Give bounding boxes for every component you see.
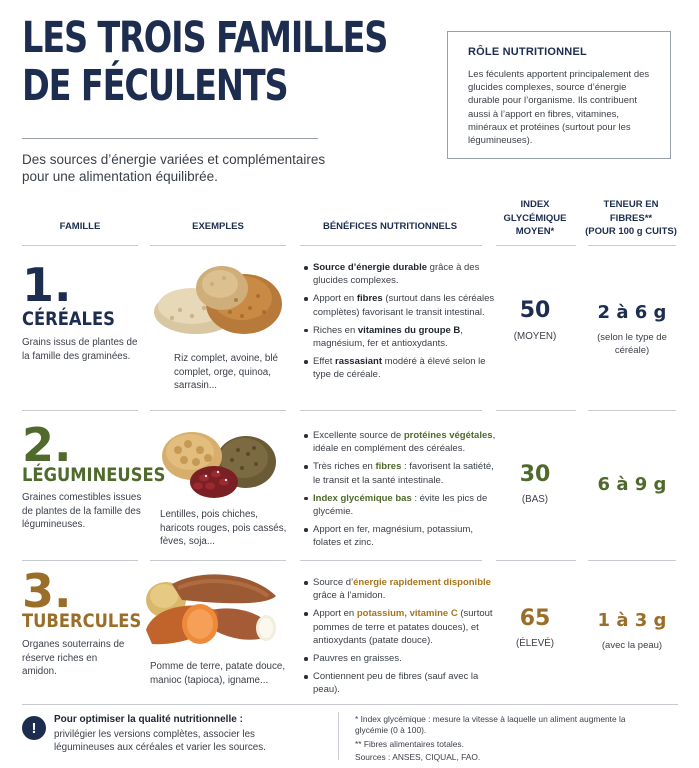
family-name: TUBERCULES [22,610,142,632]
benefit-item: Pauvres en graisses. [304,652,496,665]
family-examples: Riz complet, avoine, blé complet, orge, quinoa, sarrasin... [174,353,279,391]
header-rule [300,245,482,246]
header-rule [496,245,576,246]
row-divider [496,410,576,411]
header-fibres-l1: TENEUR EN [603,199,659,210]
fiber-note: (avec la peau) [601,640,663,651]
ig-label: (ÉLEVÉ) [515,638,555,649]
footer-separator [338,712,339,760]
row-divider [150,410,286,411]
header-exemples: EXEMPLES [192,221,244,232]
row-divider [22,560,138,561]
benefit-item: Excellente source de protéines végétales, idéale en complément des céréales. [304,429,496,455]
tip-text: privilégier les versions complètes, associer les légumineuses aux céréales et varier les sources. [54,729,266,753]
benefits-list [304,261,496,387]
header-rule [150,245,286,246]
fiber-value: 6 à 9 g [597,474,667,495]
benefits-list [304,576,496,702]
grains-pile-image [152,258,284,342]
header-index-l3: MOYEN* [515,226,555,237]
fiber-value: 1 à 3 g [597,610,667,631]
tubers-pile-image [142,566,284,652]
title-line-1: LES TROIS FAMILLES [22,13,388,63]
row-divider [588,410,676,411]
title-divider [22,138,318,139]
header-fibres-l2: FIBRES** [609,212,653,224]
benefit-item: Apport en fibres (surtout dans les céréales complètes) favorisant le transit intestinal. [304,292,496,318]
benefit-item: Index glycémique bas : évite les pics de glycémie. [304,492,496,518]
benefit-item: Source d’énergie rapidement disponible grâce à l’amidon. [304,576,496,602]
family-examples: Lentilles, pois chiches, haricots rouges, pois cassés, fèves, soja... [160,509,287,547]
ig-label: (BAS) [521,494,549,505]
title-line-2: DE FÉCULENTS [22,61,288,111]
fiber-note: (selon le type de céréale) [597,332,667,356]
role-title: RÔLE NUTRITIONNEL [468,46,587,58]
header-benefices: BÉNÉFICES NUTRITIONNELS [322,221,458,232]
footnote-glycemic-index: * Index glycémique : mesure la vitesse à laquelle un aliment augmente la glycémie (0 à 100). [355,714,626,735]
header-index-l2: GLYCÉMIQUE [503,212,567,224]
family-description: Graines comestibles issues de plantes de la famille des légumineuses. [22,492,142,530]
subtitle: Des sources d’énergie variées et complémentaires pour une alimentation équilibrée. [22,152,326,184]
exclamation-icon: ! [22,716,46,740]
family-name: LÉGUMINEUSES [22,464,166,486]
ig-value: 50 [519,298,551,323]
role-box [447,31,671,159]
benefit-item: Contiennent peu de fibres (sauf avec la peau). [304,670,496,696]
family-number: 3. [22,564,72,618]
family-number: 1. [22,258,72,312]
benefit-item: Source d’énergie durable grâce à des glucides complexes. [304,261,496,287]
footer-divider [22,704,678,705]
sources: Sources : ANSES, CIQUAL, FAO. [355,752,481,762]
header-fibres-l3: (POUR 100 g CUITS) [585,226,677,237]
row-divider [300,560,482,561]
header-index-l1: INDEX [520,199,550,210]
header-fibres [584,198,678,239]
benefit-item: Apport en potassium, vitamine C (surtout pommes de terre et patates douces), et antioxydants (patate douce). [304,607,496,647]
benefit-item: Riches en vitamines du groupe B, magnésium, fer et antioxydants. [304,324,496,350]
header-rule [588,245,676,246]
row-divider [496,560,576,561]
benefit-item: Effet rassasiant modéré à élevé selon le type de céréale. [304,355,496,381]
row-divider [588,560,676,561]
benefit-item: Apport en fer, magnésium, potassium, folates et zinc. [304,523,496,549]
benefit-item: Très riches en fibres : favorisent la satiété, le transit et la santé intestinale. [304,460,496,486]
header-index [494,198,576,239]
benefits-list [304,429,496,555]
ig-label: (MOYEN) [513,331,557,342]
ig-value: 30 [519,462,551,487]
ig-value: 65 [519,606,551,631]
family-description: Organes souterrains de réserve riches en amidon. [22,639,125,677]
page-title [22,13,388,111]
family-examples: Pomme de terre, patate douce, manioc (tapioca), igname... [150,661,286,686]
tip-title: Pour optimiser la qualité nutritionnelle : [54,714,243,725]
family-number: 2. [22,418,72,472]
fiber-value: 2 à 6 g [597,302,667,323]
footnote-fibres: ** Fibres alimentaires totales. [355,739,464,749]
header-famille: FAMILLE [59,221,101,232]
family-name: CÉRÉALES [22,308,115,330]
row-divider [150,560,286,561]
family-description: Grains issus de plantes de la famille des graminées. [22,337,138,362]
row-divider [22,410,138,411]
row-divider [300,410,482,411]
role-text: Les féculents apportent principalement des glucides complexes, source d’énergie durable pour l’organisme. Ils contribuent aussi à l’apport en fibres, vitamines, minéraux et protéines (surtout pour les légumineuses). [468,69,650,147]
header-rule [22,245,138,246]
legumes-pile-image [158,424,278,504]
